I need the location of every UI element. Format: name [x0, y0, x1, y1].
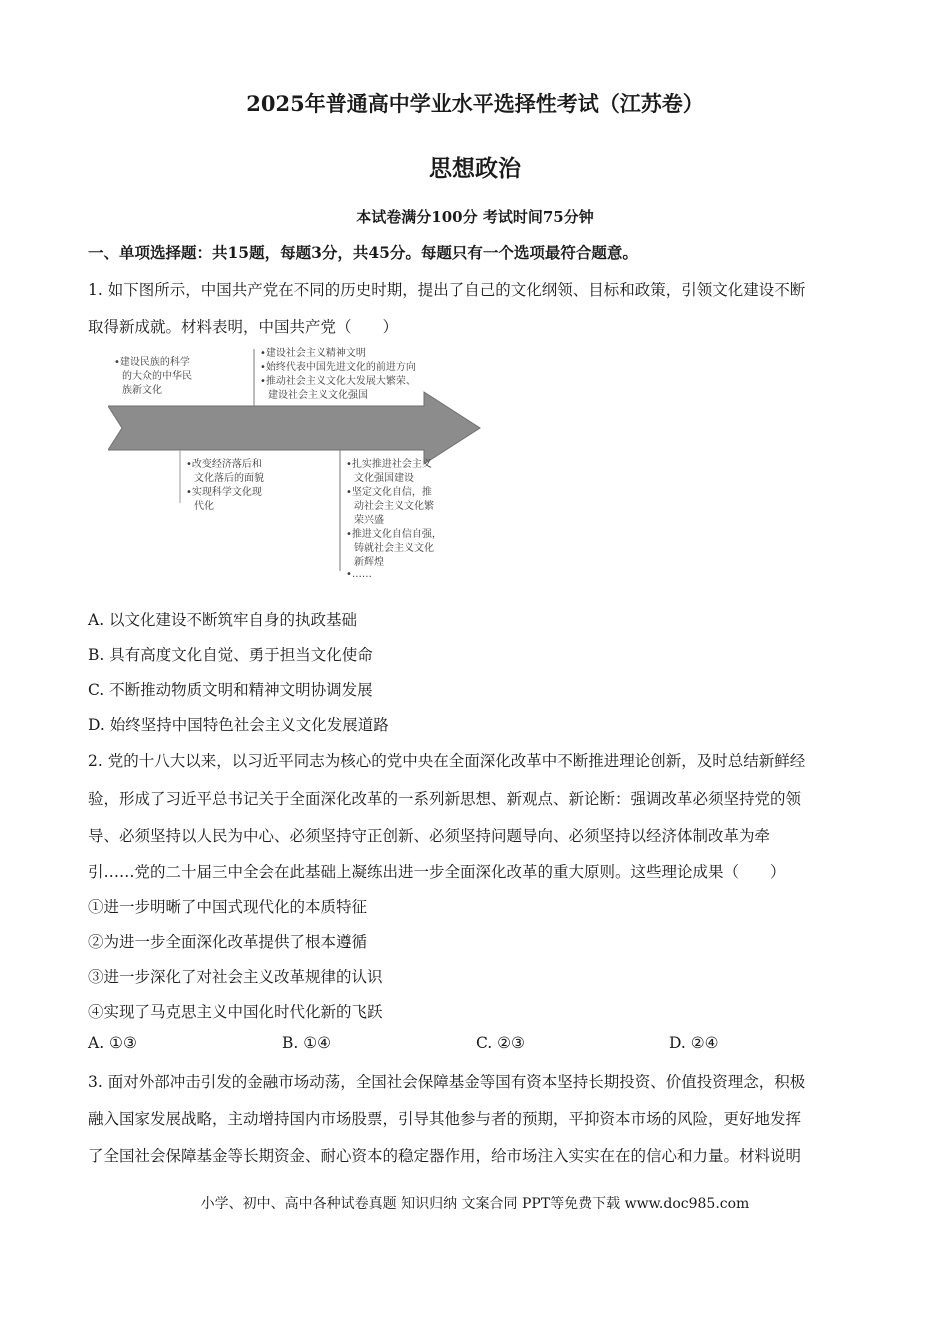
q2-item-3: ③进一步深化了对社会主义改革规律的认识 — [88, 968, 383, 986]
q2-options-row — [0, 1034, 950, 1056]
q2-stem-line-1: 2. 党的十八大以来，以习近平同志为核心的党中央在全面深化改革中不断推进理论创新，及时总结新鲜经 — [88, 752, 806, 770]
q3-stem-line-3: 了全国社会保障基金等长期资金、耐心资本的稳定器作用，给市场注入实实在在的信心和力量。材料说明 — [88, 1147, 802, 1165]
q2-item-1: ①进一步明晰了中国式现代化的本质特征 — [88, 898, 368, 916]
timeline-arrow — [108, 392, 480, 464]
q1-option-c: C. 不断推动物质文明和精神文明协调发展 — [88, 681, 373, 699]
q1-timeline-figure — [108, 343, 488, 579]
q2-stem-line-2: 验，形成了习近平总书记关于全面深化改革的一系列新思想、新观点、新论断：强调改革必须坚持党的领 — [88, 790, 802, 808]
q2-option-d: D. ②④ — [669, 1034, 719, 1052]
q1-stem-line-2: 取得新成就。材料表明，中国共产党（ ） — [88, 318, 399, 336]
q2-stem-line-3: 导、必须坚持以人民为中心、必须坚持守正创新、必须坚持问题导向、必须坚持以经济体制改革为牵 — [88, 827, 771, 845]
figure-lower-right-text: •扎实推进社会主义 文化强国建设 •坚定文化自信，推 动社会主义文化繁 荣兴盛 •推进文化自信自强， 铸就社会主义文化 新辉煌 •…… — [346, 459, 442, 579]
q2-option-b: B. ①④ — [282, 1034, 332, 1052]
figure-upper-right-text: •建设社会主义精神文明 •始终代表中国先进文化的前进方向 •推动社会主义文化大发展大繁荣、 建设社会主义文化强国 — [260, 348, 416, 401]
q1-stem-line-1: 1. 如下图所示，中国共产党在不同的历史时期，提出了自己的文化纲领、目标和政策，引领文化建设不断 — [88, 281, 806, 299]
q1-option-b: B. 具有高度文化自觉、勇于担当文化使命 — [88, 646, 373, 664]
figure-lower-left-text: •改变经济落后和 文化落后的面貌 •实现科学文化现 代化 — [186, 459, 264, 512]
page-footer: 小学、初中、高中各种试卷真题 知识归纳 文案合同 PPT等免费下载 www.doc985.com — [200, 1196, 750, 1212]
q2-item-2: ②为进一步全面深化改革提供了根本遵循 — [88, 933, 368, 951]
q2-item-4: ④实现了马克思主义中国化时代化新的飞跃 — [88, 1003, 383, 1021]
section-heading: 一、单项选择题：共15题，每题3分，共45分。每题只有一个选项最符合题意。 — [88, 243, 638, 262]
q2-stem-line-4: 引……党的二十届三中全会在此基础上凝练出进一步全面深化改革的重大原则。这些理论成果（ ） — [88, 863, 786, 881]
q3-stem-line-1: 3. 面对外部冲击引发的金融市场动荡，全国社会保障基金等国有资本坚持长期投资、价值投资理念，积极 — [88, 1073, 806, 1091]
exam-title: 2025年普通高中学业水平选择性考试（江苏卷） — [246, 91, 704, 116]
q2-option-c: C. ②③ — [476, 1034, 525, 1052]
q1-option-a: A. 以文化建设不断筑牢自身的执政基础 — [88, 611, 358, 629]
q2-option-a: A. ①③ — [88, 1034, 137, 1052]
figure-upper-left-text: •建设民族的科学 的大众的中华民 族新文化 — [114, 357, 192, 396]
q1-option-d: D. 始终坚持中国特色社会主义文化发展道路 — [88, 716, 389, 734]
q3-stem-line-2: 融入国家发展战略，主动增持国内市场股票，引导其他参与者的预期，平抑资本市场的风险，更好地发挥 — [88, 1110, 802, 1128]
subject-title: 思想政治 — [429, 155, 521, 182]
exam-info: 本试卷满分100分 考试时间75分钟 — [356, 208, 594, 226]
